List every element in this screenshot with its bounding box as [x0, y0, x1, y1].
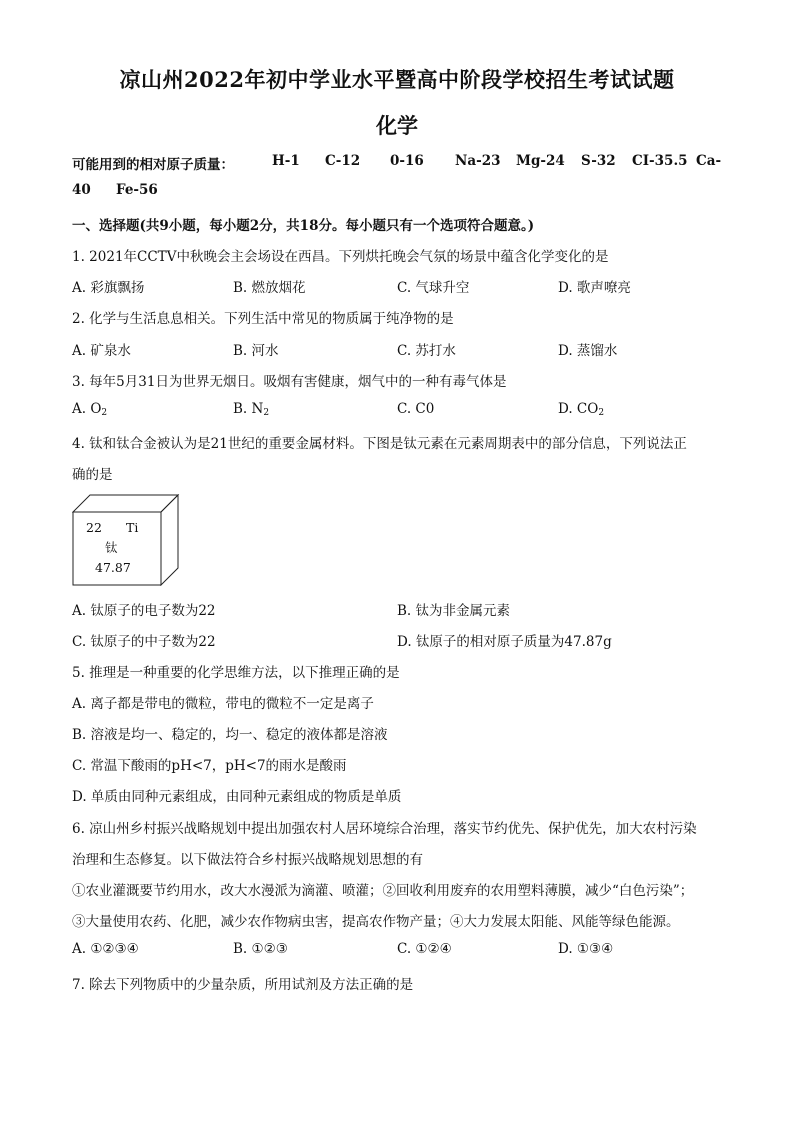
- option-d: D. 单质由同种元素组成，由同种元素组成的物质是单质: [72, 789, 402, 805]
- mass-item: H-1: [272, 153, 300, 169]
- question-stem: 7. 除去下列物质中的少量杂质，所用试剂及方法正确的是: [72, 977, 414, 993]
- option-b: B. ①②③: [233, 941, 288, 957]
- option-a: A. 离子都是带电的微粒，带电的微粒不一定是离子: [72, 696, 374, 712]
- question-stem: 5. 推理是一种重要的化学思维方法，以下推理正确的是: [72, 665, 400, 681]
- option-a: A. ①②③④: [72, 941, 139, 957]
- element-symbol: Ti: [126, 520, 139, 535]
- option-b: B. 河水: [233, 343, 279, 359]
- option-a: A. 矿泉水: [72, 343, 131, 359]
- mass-item: 0-16: [390, 153, 424, 169]
- atomic-number: 22: [86, 520, 102, 535]
- section-heading: 一、选择题(共9小题，每小题2分，共18分。每小题只有一个选项符合题意。): [72, 218, 535, 234]
- option-d: D. ①③④: [558, 941, 614, 957]
- mass-item: Na-23: [455, 153, 501, 169]
- option-a: A. 彩旗飘扬: [72, 280, 145, 296]
- mass-item: Mg-24: [516, 153, 565, 169]
- option-d: D. $CO_2$: [558, 401, 605, 418]
- option-c: C. ①②④: [397, 941, 452, 957]
- mass-item: Fe-56: [116, 182, 158, 198]
- atomic-mass: 47.87: [95, 560, 131, 575]
- element-card-titanium: [72, 494, 180, 586]
- mass-item: CI-35.5: [632, 153, 688, 169]
- option-c: C. 钛原子的中子数为22: [72, 634, 216, 650]
- option-d: D. 蒸馏水: [558, 343, 618, 359]
- subject-title: 化学: [376, 113, 418, 138]
- masses-label: 可能用到的相对原子质量：: [72, 157, 234, 173]
- option-c: C. 苏打水: [397, 343, 456, 359]
- option-c: C. 常温下酸雨的pH<7，pH<7的雨水是酸雨: [72, 758, 347, 774]
- element-name: 钛: [105, 540, 118, 555]
- option-b: B. 钛为非金属元素: [397, 603, 511, 619]
- page-title: 凉山州2022年初中学业水平暨高中阶段学校招生考试试题: [119, 67, 675, 92]
- question-stem-cont: ③大量使用农药、化肥，减少农作物病虫害，提高农作物产量；④大力发展太阳能、风能等绿色能源。: [72, 914, 680, 930]
- option-c: C. C0: [397, 401, 435, 417]
- option-a: A. $O_2$: [72, 401, 108, 418]
- option-a: A. 钛原子的电子数为22: [72, 603, 216, 619]
- mass-item: S-32: [581, 153, 616, 169]
- mass-item: Ca-: [696, 153, 722, 169]
- mass-item: 40: [72, 182, 91, 198]
- question-stem: 3. 每年5月31日为世界无烟日。吸烟有害健康，烟气中的一种有毒气体是: [72, 374, 507, 390]
- question-stem-cont: ①农业灌溉要节约用水，改大水漫派为滴灌、喷灌；②回收利用废弃的农用塑料薄膜，减少“白色污染”；: [72, 883, 694, 899]
- mass-item: C-12: [325, 153, 361, 169]
- option-d: D. 钛原子的相对原子质量为47.87g: [397, 634, 612, 650]
- question-stem-cont: 治理和生态修复。以下做法符合乡村振兴战略规划思想的有: [72, 852, 423, 868]
- question-stem-cont: 确的是: [72, 467, 113, 483]
- question-stem: 6. 凉山州乡村振兴战略规划中提出加强农村人居环境综合治理，落实节约优先、保护优先，加大农村污染: [72, 821, 697, 837]
- option-b: B. 溶液是均一、稳定的，均一、稳定的液体都是溶液: [72, 727, 388, 743]
- question-stem: 2. 化学与生活息息相关。下列生活中常见的物质属于纯净物的是: [72, 311, 454, 327]
- option-d: D. 歌声嘹亮: [558, 280, 631, 296]
- question-stem: 4. 钛和钛合金被认为是21世纪的重要金属材料。下图是钛元素在元素周期表中的部分信息，下列说法正: [72, 436, 687, 452]
- option-b: B. 燃放烟花: [233, 280, 306, 296]
- question-stem: 1. 2021年CCTV中秋晚会主会场设在西昌。下列烘托晚会气氛的场景中蕴含化学变化的是: [72, 249, 609, 265]
- option-b: B. $N_2$: [233, 401, 270, 418]
- option-c: C. 气球升空: [397, 280, 470, 296]
